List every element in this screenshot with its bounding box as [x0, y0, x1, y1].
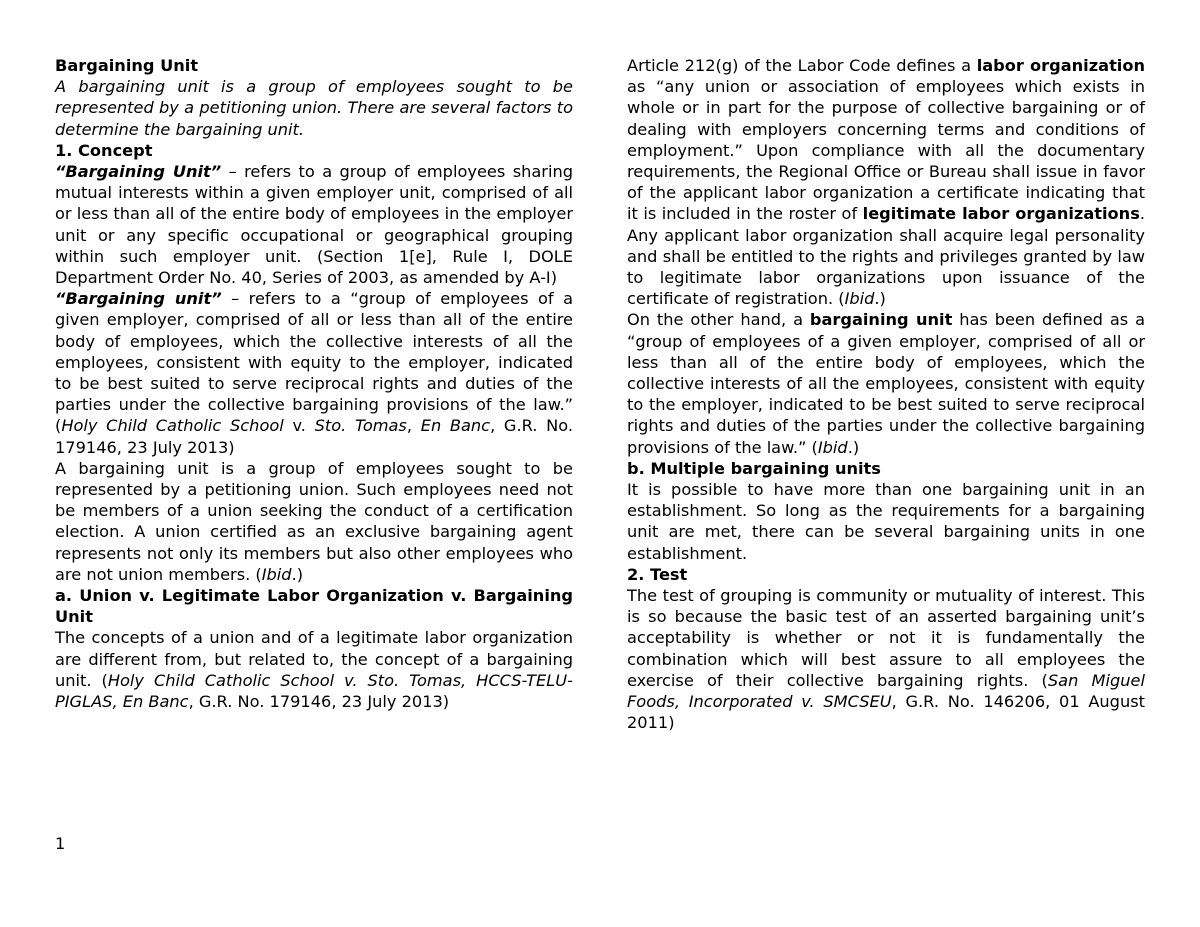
citation-text: .) — [874, 289, 886, 309]
paragraph-text: On the other hand, a — [627, 310, 810, 330]
body-paragraph-labor-organization — [627, 55, 1145, 309]
case-citation: Holy Child Catholic School v. Sto. Tomas, HCCS-TELU-PIGLAS, En Banc — [55, 670, 573, 712]
definition-paragraph-2 — [55, 288, 573, 458]
bold-term: labor organization — [976, 56, 1146, 75]
paragraph-text: The test of grouping is community or mutuality of interest. This is so because the basic test of an asserted bargaining unit’s acceptability is whether or not it is fundamentally the combination which will best assure to all employees the exercise of their collective bargaining rights. ( — [627, 586, 1145, 690]
case-citation: San Miguel Foods, Incorporated v. SMCSEU — [627, 670, 1145, 712]
paragraph-text: – refers to a group of employees sharing mutual interests within a given employer unit, comprised of all or less than all of the entire body of employees in the employer unit or any specific occupational or geographical grouping within such employer unit. (Section 1[e], Rule I, DOLE Department Order No. 40, Series of 2003, as amended by A-I) — [55, 162, 573, 288]
body-paragraph-bargaining-unit — [627, 309, 1145, 457]
defined-term: “Bargaining Unit” — [55, 162, 222, 182]
case-citation: Holy Child Catholic School — [61, 416, 284, 436]
subsection-heading-b: b. Multiple bargaining units — [627, 458, 881, 478]
ibid-citation: Ibid — [261, 564, 292, 584]
defined-term: “Bargaining unit” — [55, 289, 222, 309]
citation-text: , G.R. No. 179146, 23 July 2013) — [55, 416, 573, 457]
right-column — [627, 55, 1145, 734]
paragraph-text: has been defined as a “group of employees of a given employer, comprised of all or less than all of the entire body of employees, which the collective interests of all the employees, consistent with equity to the employer, indicated to be best suited to serve reciprocal rights and duties of the parties under the collective bargaining provisions of the law.” ( — [627, 310, 1145, 457]
body-paragraph-3 — [55, 458, 573, 585]
subsection-heading-a: a. Union v. Legitimate Labor Organization v. Bargaining Unit — [55, 586, 573, 627]
ibid-citation: Ibid — [844, 289, 875, 309]
intro-paragraph: A bargaining unit is a group of employees sought to be represented by a petitioning union. There are several factors to determine the bargaining unit. — [55, 77, 573, 139]
body-paragraph-multiple-units: It is possible to have more than one bargaining unit in an establishment. So long as the requirements for a bargaining unit are met, there can be several bargaining units in one establishment. — [627, 480, 1145, 563]
citation-text: , G.R. No. 146206, 01 August 2011) — [627, 692, 1145, 733]
citation-text: .) — [847, 437, 860, 457]
ibid-citation: Ibid — [817, 437, 848, 457]
case-party: Sto. Tomas — [314, 416, 407, 436]
left-column — [55, 55, 573, 712]
citation-text: v. — [283, 416, 315, 436]
citation-text: , — [406, 416, 421, 436]
paragraph-text: Article 212(g) of the Labor Code defines a — [627, 56, 977, 75]
paragraph-text: A bargaining unit is a group of employees sought to be represented by a petitioning union. Such employees need not be members of a union seeking the conduct of a certification election. A union certified as an exclusive bargaining agent represents not only its members but also other employees who are not union members. ( — [55, 458, 573, 584]
document-title: Bargaining Unit — [55, 56, 199, 75]
paragraph-text: The concepts of a union and of a legitimate labor organization are different from, but related to, the concept of a bargaining unit. ( — [55, 628, 573, 690]
body-paragraph-test — [627, 585, 1145, 733]
paragraph-text: – refers to a “group of employees of a given employer, comprised of all or less than all of the entire body of employees, which the collective interests of all the employees, consistent with equity to the employer, indicated to be best suited to serve reciprocal rights and duties of the parties under the collective bargaining provisions of the law.” ( — [55, 289, 573, 436]
body-paragraph-4 — [55, 627, 573, 712]
en-banc-label: En Banc — [420, 416, 491, 436]
bold-term: bargaining unit — [809, 310, 953, 330]
bold-term: legitimate labor organizations — [862, 204, 1140, 224]
citation-text: , G.R. No. 179146, 23 July 2013) — [188, 692, 450, 712]
section-heading-test: 2. Test — [627, 564, 688, 584]
page-number: 1 — [55, 834, 66, 853]
section-heading-concept: 1. Concept — [55, 140, 153, 160]
paragraph-text: . Any applicant labor organization shall acquire legal personality and shall be entitled to the rights and privileges granted by law to legitimate labor organizations upon issuance of the certificate of registration. ( — [627, 204, 1145, 309]
citation-text: .) — [291, 564, 304, 584]
definition-paragraph-1 — [55, 161, 573, 288]
paragraph-text: as “any union or association of employees which exists in whole or in part for the purpose of collective bargaining or of dealing with employers concerning terms and conditions of employment.” Upon compliance with all the documentary requirements, the Regional Office or Bureau shall issue in favor of the applicant labor organization a certificate indicating that it is included in the roster of — [627, 77, 1145, 224]
